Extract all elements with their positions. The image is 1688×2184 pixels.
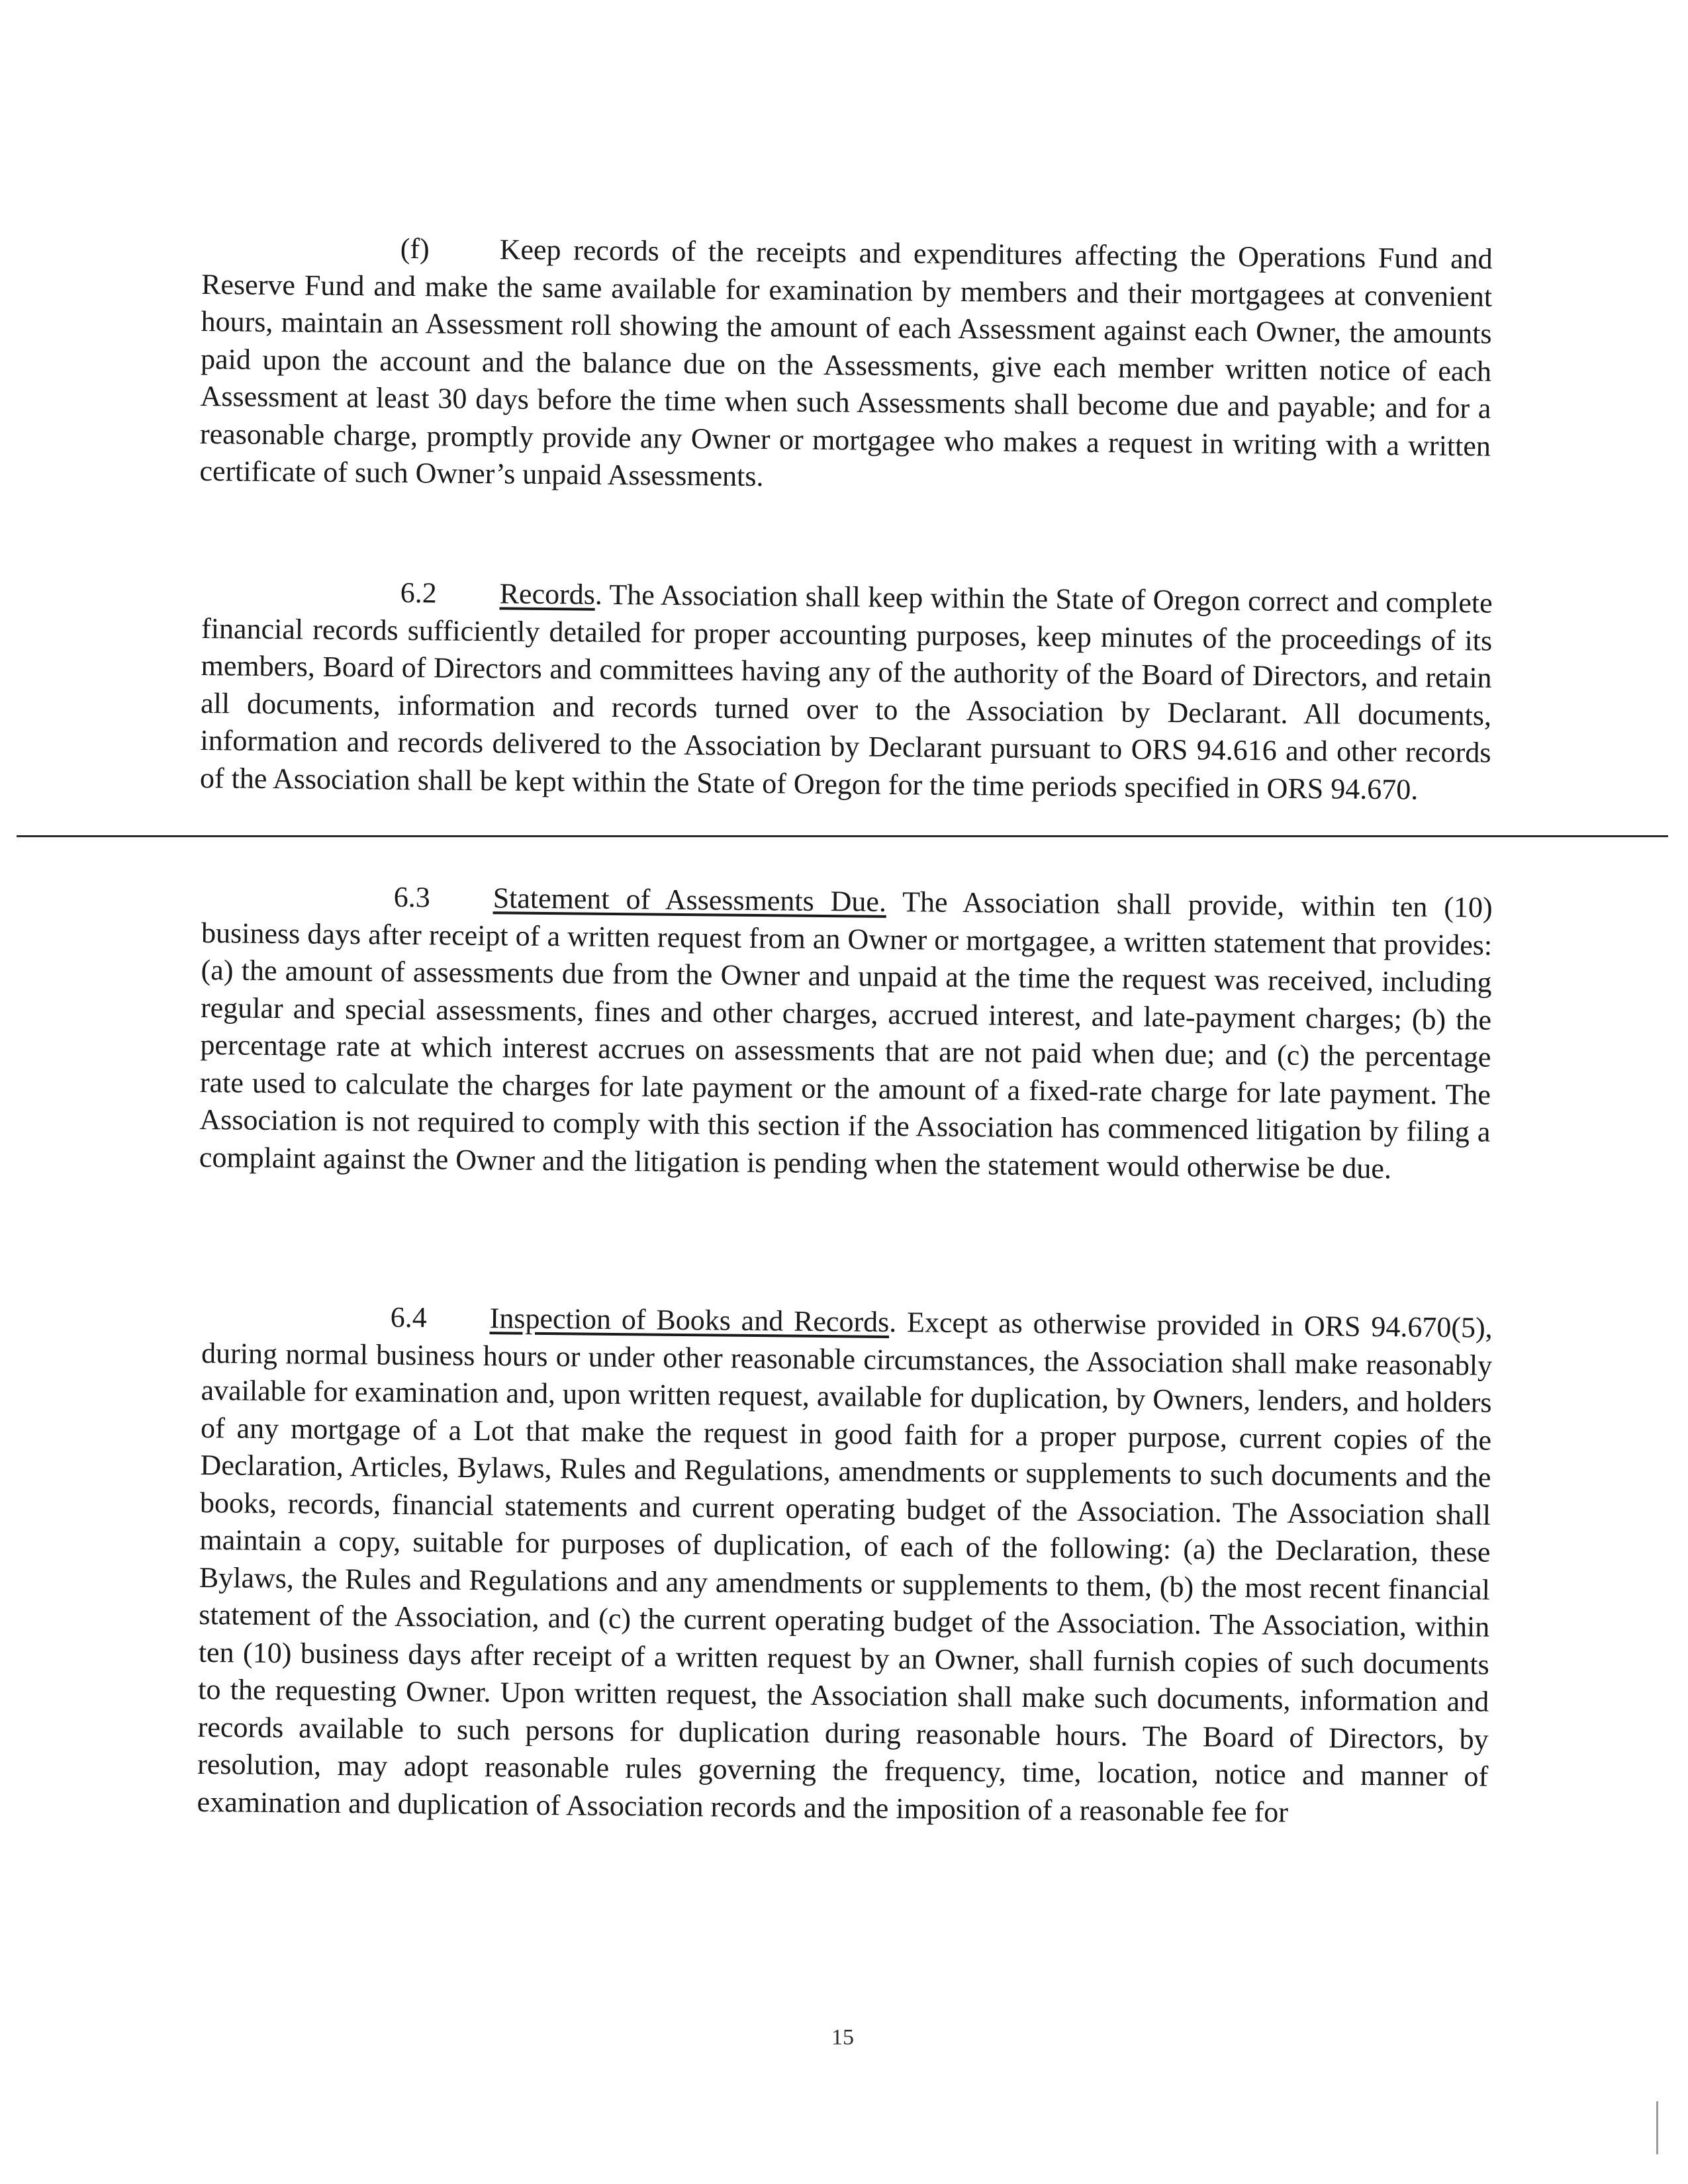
section-number-6-3: 6.3 xyxy=(393,880,430,914)
section-6-2 xyxy=(200,572,1493,809)
paragraph-f xyxy=(199,228,1493,502)
section-6-3 xyxy=(199,877,1493,1189)
section-6-4-text: . Except as otherwise provided in ORS 94.670(5), during normal business hours or under other reasonable circumstances, the Association shall make reasonably available for examination and, upon written request, available for duplication, by Owners, lenders, and holders of any mortgage of a Lot that make the request in good faith for a proper purpose, current copies of the Declaration, Articles, Bylaws, Rules and Regulations, amendments or supplements to such documents and the books, records, financial statements and current operating budget of the Association. The Association shall maintain a copy, suitable for purposes of duplication, of each of the following: (a) the Declaration, these Bylaws, the Rules and Regulations and any amendments or supplements to them, (b) the most recent financial statement of the Association, and (c) the current operating budget of the Association. The Association, within ten (10) business days after receipt of a written request by an Owner, shall furnish copies of such documents to the requesting Owner. Upon written request, the Association shall make such documents, information and records available to such persons for duplication during reasonable hours. The Board of Directors, by resolution, may adopt reasonable rules governing the frequency, time, location, notice and manner of examination and duplication of Association records and the imposition of a reasonable fee for xyxy=(197,1305,1493,1829)
section-heading-statement-of-assessments-due: Statement of Assessments Due. xyxy=(492,882,887,918)
horizontal-rule xyxy=(17,835,1668,837)
section-6-4 xyxy=(197,1297,1493,1833)
item-label-f: (f) xyxy=(400,232,430,265)
section-heading-inspection-of-books-and-records: Inspection of Books and Records xyxy=(489,1302,890,1338)
section-heading-records: Records xyxy=(499,577,596,611)
scan-edge-mark xyxy=(1656,2101,1658,2154)
section-6-2-text: . The Association shall keep within the State of Oregon correct and complete financial records sufficiently detailed for proper accounting purposes, keep minutes of the proceedings of its members, Board of Directors and committees having any of the authority of the Board of Directors, and retain all documents, information and records turned over to the Association by Declarant. All documents, information and records delivered to the Association by Declarant pursuant to ORS 94.616 and other records of the Association shall be kept within the State of Oregon for the time periods specified in ORS 94.670. xyxy=(199,578,1493,806)
section-6-3-text: The Association shall provide, within ten (10) business days after receipt of a written request from an Owner or mortgagee, a written statement that provides: (a) the amount of assessments due from the Owner and unpaid at the time the request was received, including regular and special assessments, fines and other charges, accrued interest, and late-payment charges; (b) the percentage rate at which interest accrues on assessments that are not paid when due; and (c) the percentage rate used to calculate the charges for late payment or the amount of a fixed-rate charge for late payment. The Association is not required to comply with this section if the Association has commenced litigation by filing a complaint against the Owner and the litigation is pending when the statement would otherwise be due. xyxy=(199,885,1493,1185)
paragraph-f-text: Keep records of the receipts and expenditures affecting the Operations Fund and Reserve Fund and make the same available for examination by members and their mortgagees at convenient hours, maintain an Assessment roll showing the amount of each Assessment against each Owner, the amounts paid upon the account and the balance due on the Assessments, give each member written notice of each Assessment at least 30 days before the time when such Assessments shall become due and payable; and for a reasonable charge, promptly provide any Owner or mortgagee who makes a request in writing with a written certificate of such Owner’s unpaid Assessments. xyxy=(199,233,1493,493)
section-number-6-4: 6.4 xyxy=(390,1300,427,1334)
section-number-6-2: 6.2 xyxy=(400,576,437,610)
page-number: 15 xyxy=(831,2025,854,2050)
